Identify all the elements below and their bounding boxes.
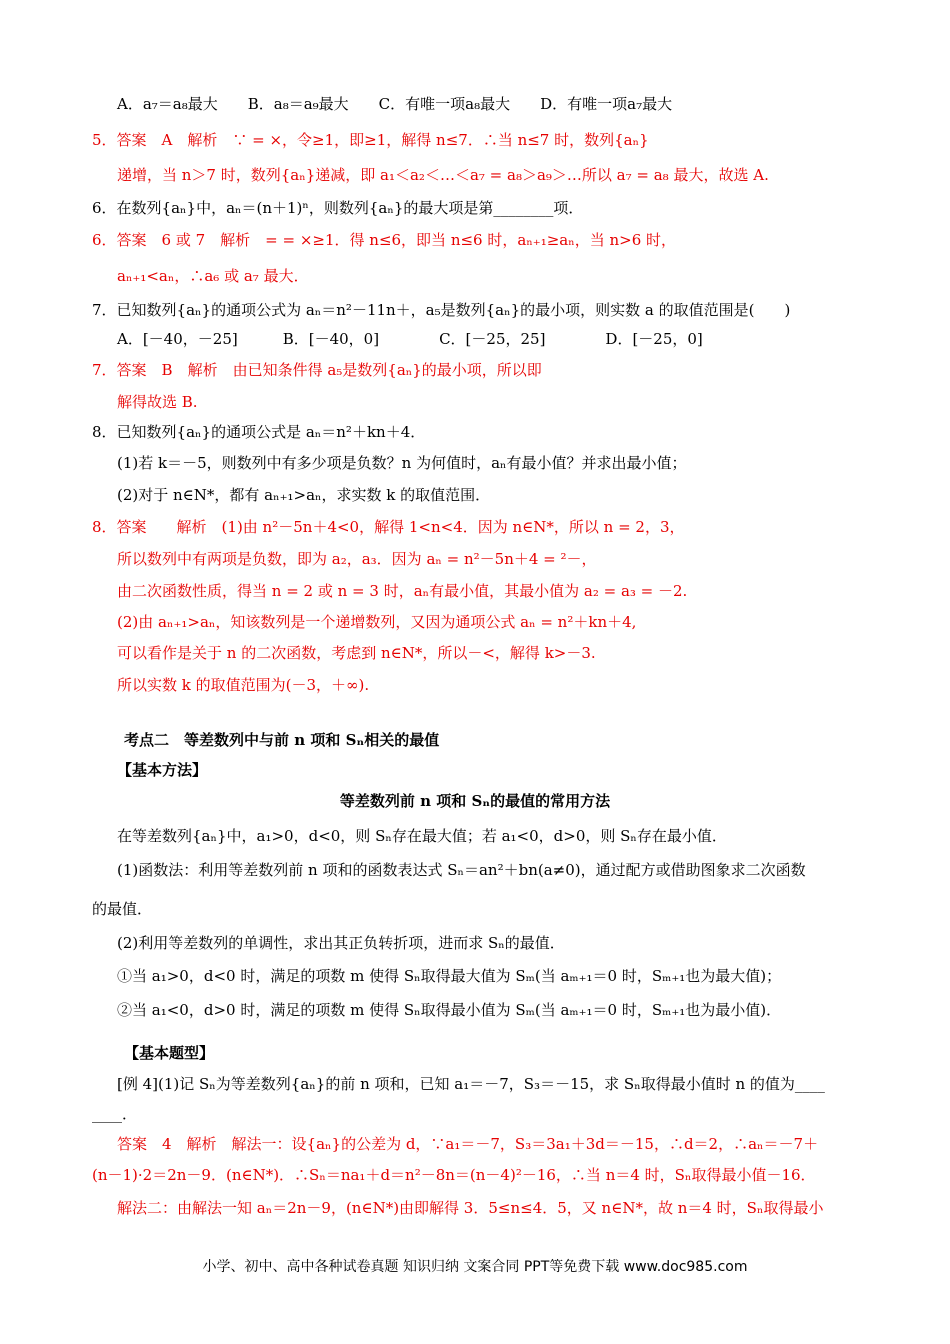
question-8: 8．已知数列{aₙ}的通项公式是 aₙ＝n²＋kn＋4．: [92, 423, 426, 441]
answer-6-line-1: 6．答案 6 或 7 解析 = = ×≥1．得 n≤6，即当 n≤6 时，aₙ₊₁≥aₙ，当 n>6 时，: [92, 231, 677, 249]
question-4-options: A．a₇＝a₈最大 B．a₈＝a₉最大 C．有唯一项a₈最大 D．有唯一项a₇最大: [117, 95, 673, 113]
example-4-answer-line-2: (n－1)·2＝2n－9．(n∈N*)．∴Sₙ＝na₁＋d＝n²－8n＝(n－4)²－16，∴当 n＝4 时，Sₙ取得最小值－16．: [92, 1166, 816, 1184]
answer-7-line-2: 解得故选 B.: [117, 393, 198, 411]
answer-5-line-2: 递增，当 n＞7 时，数列{aₙ}递减，即 a₁＜a₂＜…＜a₇ = a₈＞a₉＞…所以 a₇ = a₈ 最大，故选 A.: [117, 166, 769, 184]
basic-type-heading: 【基本题型】: [124, 1044, 215, 1062]
answer-6-line-2: aₙ₊₁<aₙ，∴a₆ 或 a₇ 最大．: [117, 267, 309, 285]
question-8-part-1: (1)若 k＝－5，则数列中有多少项是负数？n 为何值时，aₙ有最小值？并求出最小值；: [117, 454, 687, 472]
method-2: (2)利用等差数列的单调性，求出其正负转折项，进而求 Sₙ的最值．: [117, 934, 565, 952]
answer-8-line-2: 所以数列中有两项是负数，即为 a₂，a₃．因为 aₙ = n²－5n＋4 = ²－，: [117, 550, 597, 568]
answer-5-line-1: 5．答案 A 解析 ∵ = ×，令≥1，即≥1，解得 n≤7．∴当 n≤7 时，数列{aₙ}: [92, 131, 649, 149]
answer-7-line-1: 7．答案 B 解析 由已知条件得 a₅是数列{aₙ}的最小项，所以即: [92, 361, 542, 379]
footer-banner: 小学、初中、高中各种试卷真题 知识归纳 文案合同 PPT等免费下载 www.doc985.com: [202, 1259, 748, 1275]
question-7: 7．已知数列{aₙ}的通项公式为 aₙ＝n²－11n＋，a₅是数列{aₙ}的最小项，则实数 a 的取值范围是( ): [92, 301, 791, 319]
method-1-line-1: (1)函数法：利用等差数列前 n 项和的函数表达式 Sₙ＝an²＋bn(a≠0)，通过配方或借助图象求二次函数: [117, 861, 806, 879]
section-2-title: 考点二 等差数列中与前 n 项和 Sₙ相关的最值: [124, 731, 440, 749]
example-4-answer-line-3: 解法二：由解法一知 aₙ＝2n－9，(n∈N*)由即解得 3．5≤n≤4．5，又 n∈N*，故 n＝4 时，Sₙ取得最小: [117, 1199, 824, 1217]
answer-8-line-6: 所以实数 k 的取值范围为(－3，＋∞).: [117, 676, 370, 694]
basic-method-heading: 【基本方法】: [117, 761, 208, 779]
answer-8-line-4: (2)由 aₙ₊₁>aₙ，知该数列是一个递增数列，又因为通项公式 aₙ = n²＋kn＋4,: [117, 613, 637, 631]
example-4-answer-line-1: 答案 4 解析 解法一：设{aₙ}的公差为 d，∵a₁＝－7，S₃＝3a₁＋3d＝－15，∴d＝2，∴aₙ＝－7＋: [117, 1135, 819, 1153]
example-4-line-1: [例 4](1)记 Sₙ为等差数列{aₙ}的前 n 项和，已知 a₁＝－7，S₃＝－15，求 Sₙ取得最小值时 n 的值为____: [117, 1075, 825, 1093]
question-8-part-2: (2)对于 n∈N*，都有 aₙ₊₁>aₙ，求实数 k 的取值范围．: [117, 486, 491, 504]
method-1-line-2: 的最值．: [92, 900, 153, 918]
method-2-case-2: ②当 a₁<0，d>0 时，满足的项数 m 使得 Sₙ取得最小值为 Sₘ(当 aₘ₊₁＝0 时，Sₘ₊₁也为最小值)．: [117, 1001, 782, 1019]
answer-8-line-1: 8．答案 解析 (1)由 n²－5n＋4<0，解得 1<n<4．因为 n∈N*，所以 n = 2，3，: [92, 518, 685, 536]
method-2-case-1: ①当 a₁>0，d<0 时，满足的项数 m 使得 Sₙ取得最大值为 Sₘ(当 aₘ₊₁＝0 时，Sₘ₊₁也为最大值)；: [117, 967, 782, 985]
method-intro: 在等差数列{aₙ}中，a₁>0，d<0，则 Sₙ存在最大值；若 a₁<0，d>0，则 Sₙ存在最小值．: [117, 827, 727, 845]
answer-8-line-3: 由二次函数性质，得当 n = 2 或 n = 3 时，aₙ有最小值，其最小值为 a₂ = a₃ = －2.: [117, 582, 688, 600]
answer-8-line-5: 可以看作是关于 n 的二次函数，考虑到 n∈N*，所以－<，解得 k>－3.: [117, 644, 596, 662]
method-title: 等差数列前 n 项和 Sₙ的最值的常用方法: [339, 792, 611, 810]
example-4-line-2: ____．: [92, 1105, 138, 1123]
question-7-options: A．[－40，－25] B．[－40，0] C．[－25，25] D．[－25，0]: [117, 330, 703, 348]
question-6: 6．在数列{aₙ}中，aₙ＝(n＋1)ⁿ，则数列{aₙ}的最大项是第________项．: [92, 199, 584, 217]
